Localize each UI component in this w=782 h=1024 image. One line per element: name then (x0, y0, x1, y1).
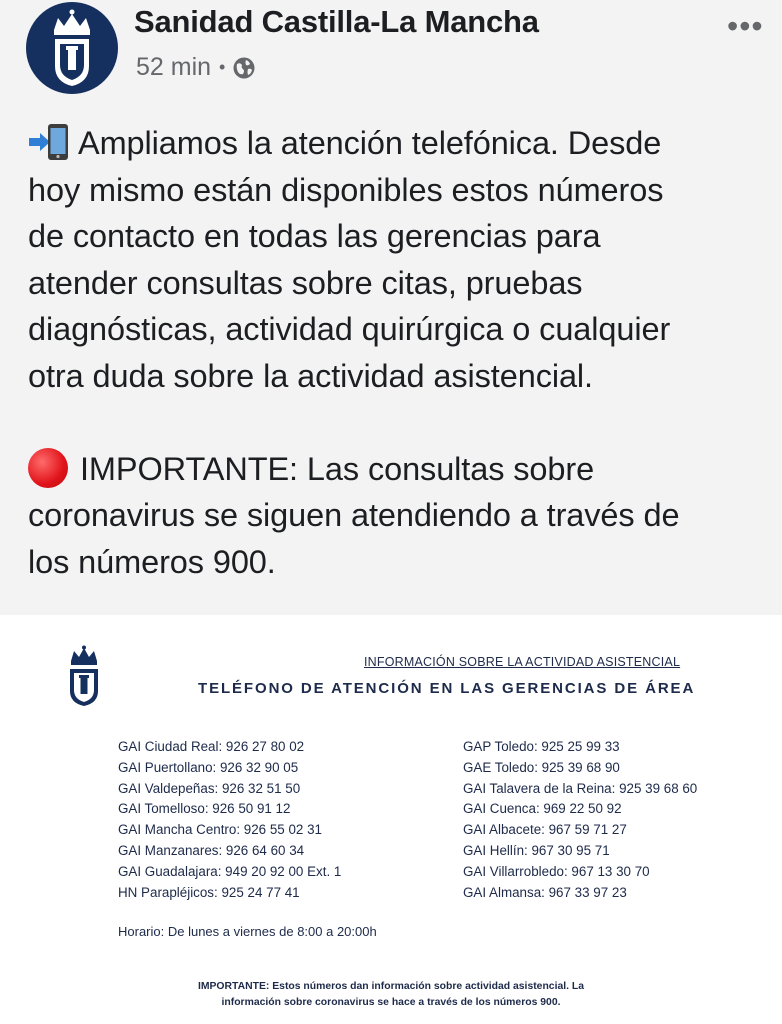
post-paragraph-2 (28, 446, 758, 586)
contact-entry: GAE Toledo: 925 39 68 90 (463, 759, 620, 775)
contacts-right-column (463, 737, 697, 903)
jccm-logo-icon (66, 645, 102, 707)
contact-entry: GAI Mancha Centro: 926 55 02 31 (118, 822, 322, 838)
contact-entry: GAI Tomelloso: 926 50 91 12 (118, 801, 291, 817)
contact-entry: GAI Manzanares: 926 64 60 34 (118, 842, 305, 858)
important-line-1: Estos números dan información sobre actividad asistencial. La (269, 981, 585, 992)
more-options-button[interactable]: ••• (727, 8, 764, 44)
contact-entry: GAI Cuenca: 969 22 50 92 (463, 801, 622, 817)
contact-entry: HN Parapléjicos: 925 24 77 41 (118, 884, 300, 900)
page-avatar[interactable] (26, 2, 118, 94)
doc-title-info: INFORMACIÓN SOBRE LA ACTIVIDAD ASISTENCIAL (364, 655, 681, 669)
contact-entry: GAI Talavera de la Reina: 925 39 68 60 (463, 780, 698, 796)
contact-entry: GAI Guadalajara: 949 20 92 00 Ext. 1 (118, 863, 342, 879)
red-circle-icon (28, 448, 68, 488)
info-image[interactable] (0, 615, 782, 1024)
contact-entry: GAP Toledo: 925 25 99 33 (463, 739, 620, 754)
meta-separator: • (219, 57, 226, 77)
contact-entry: GAI Ciudad Real: 926 27 80 02 (118, 739, 305, 754)
contact-entry: GAI Albacete: 967 59 71 27 (463, 822, 627, 838)
schedule-text: Horario: De lunes a viernes de 8:00 a 20:00h (118, 924, 377, 939)
post-body (28, 120, 758, 585)
post-header (0, 0, 782, 96)
post-paragraph-1-text: Ampliamos la atención telefónica. Desde hoy mismo están disponibles estos números de contacto en todas las gerencias para atender consultas sobre citas, pruebas diagnósticas, actividad quirúrgica o cualquier otra duda sobre la actividad asistencial. (28, 125, 671, 394)
contact-entry: GAI Almansa: 967 33 97 23 (463, 884, 627, 900)
contact-entry: GAI Villarrobledo: 967 13 30 70 (463, 863, 650, 879)
globe-icon (232, 56, 256, 80)
doc-important-note (0, 979, 782, 1011)
post-meta (136, 53, 256, 82)
important-label: IMPORTANTE: (197, 981, 270, 992)
important-line-2: información sobre coronavirus se hace a través de los números 900. (221, 997, 561, 1008)
page-name[interactable]: Sanidad Castilla-La Mancha (134, 4, 539, 39)
contact-entry: GAI Valdepeñas: 926 32 51 50 (118, 780, 301, 796)
post-paragraph-2-text: IMPORTANTE: Las consultas sobre coronavirus se siguen atendiendo a través de los números 900. (28, 450, 680, 580)
doc-title-phone: TELÉFONO DE ATENCIÓN EN LAS GERENCIAS DE ÁREA (198, 680, 696, 697)
contact-entry: GAI Hellín: 967 30 95 71 (463, 842, 610, 858)
mobile-arrow-icon (28, 123, 70, 161)
post-time[interactable]: 52 min (136, 53, 212, 81)
contact-entry: GAI Puertollano: 926 32 90 05 (118, 759, 299, 775)
crown-crest-icon (44, 8, 100, 88)
contacts-left-column (118, 737, 341, 903)
post-paragraph-1 (28, 120, 758, 400)
